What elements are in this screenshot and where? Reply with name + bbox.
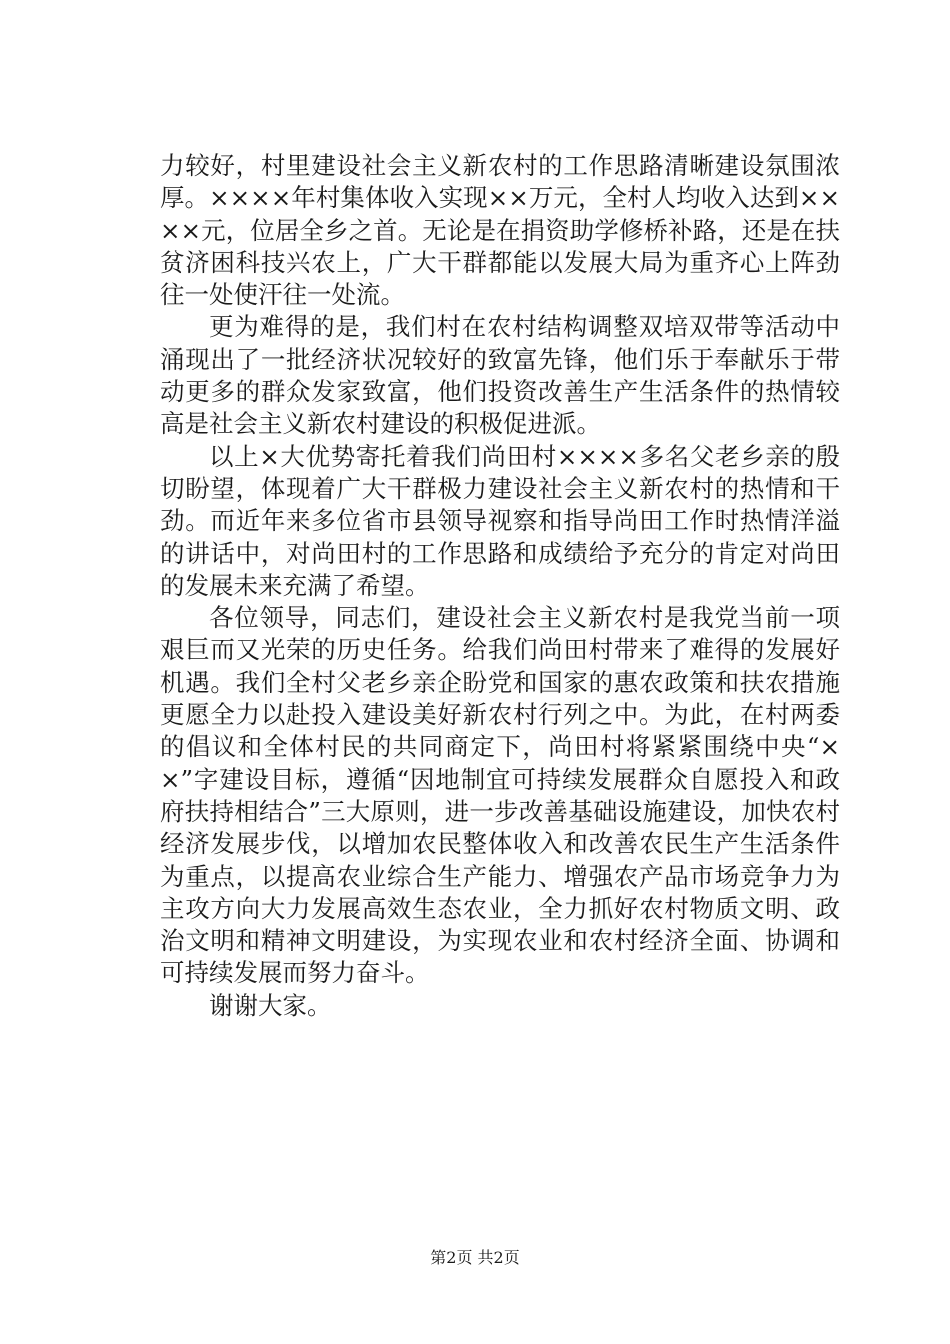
paragraph-3: 以上×大优势寄托着我们尚田村××××多名父老乡亲的殷切盼望，体现着广大干群极力建设社会主义新农村的热情和干劲。而近年来多位省市县领导视察和指导尚田工作时热情洋溢的讲话中，对尚田村的工作思路和成绩给予充分的肯定对尚田的发展未来充满了希望。 xyxy=(160,441,840,600)
paragraph-1: 力较好，村里建设社会主义新农村的工作思路清晰建设氛围浓厚。××××年村集体收入实现××万元，全村人均收入达到××××元，位居全乡之首。无论是在捐资助学修桥补路，还是在扶贫济困科技兴农上，广大干群都能以发展大局为重齐心上阵劲往一处使汗往一处流。 xyxy=(160,151,840,310)
paragraph-5: 谢谢大家。 xyxy=(209,990,332,1020)
paragraph-4: 各位领导，同志们，建设社会主义新农村是我党当前一项艰巨而又光荣的历史任务。给我们尚田村带来了难得的发展好机遇。我们全村父老乡亲企盼党和国家的惠农政策和扶农措施更愿全力以赴投入建设美好新农村行列之中。为此，在村两委的倡议和全体村民的共同商定下，尚田村将紧紧围绕中央“××”字建设目标，遵循“因地制宜可持续发展群众自愿投入和政府扶持相结合”三大原则，进一步改善基础设施建设，加快农村经济发展步伐，以增加农民整体收入和改善农民生产生活条件为重点，以提高农业综合生产能力、增强农产品市场竞争力为主攻方向大力发展高效生态农业，全力抓好农村物质文明、政治文明和精神文明建设，为实现农业和农村经济全面、协调和可持续发展而努力奋斗。 xyxy=(160,603,840,988)
document-body xyxy=(160,150,840,1022)
page-number-footer: 第2页 共2页 xyxy=(430,1248,520,1267)
paragraph-2: 更为难得的是，我们村在农村结构调整双培双带等活动中涌现出了一批经济状况较好的致富先锋，他们乐于奉献乐于带动更多的群众发家致富，他们投资改善生产生活条件的热情较高是社会主义新农村建设的积极促进派。 xyxy=(160,312,840,439)
